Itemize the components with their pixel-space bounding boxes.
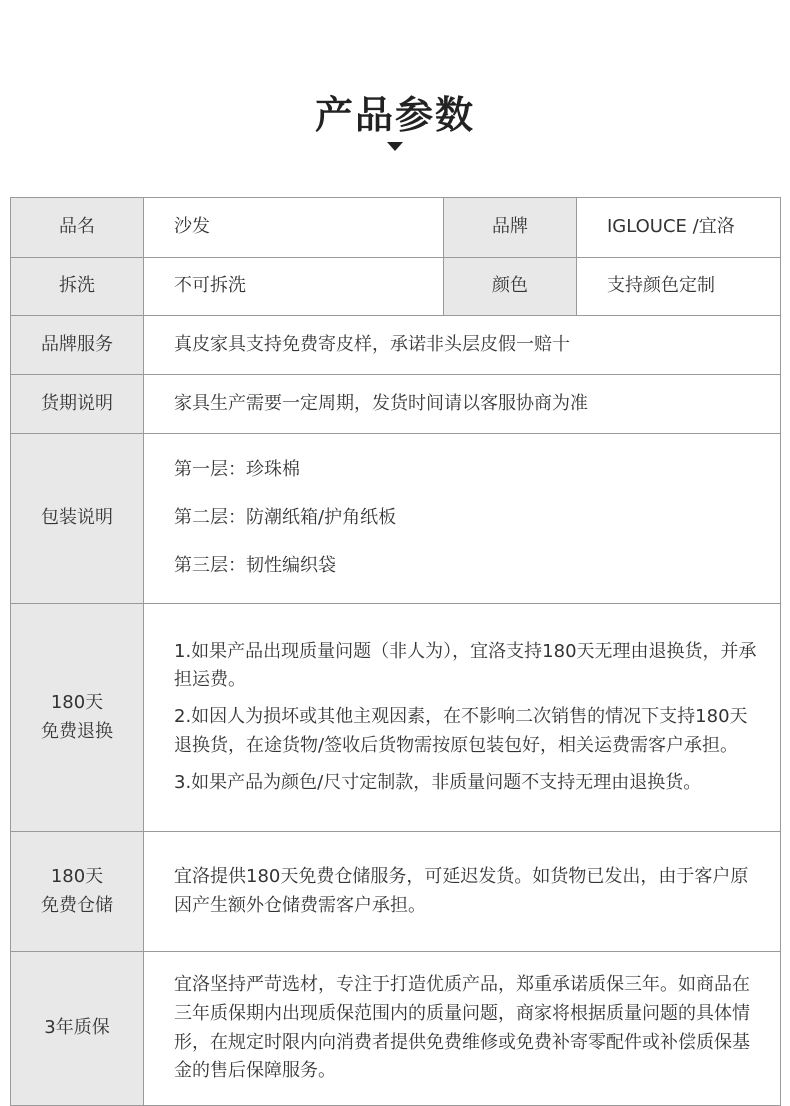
packaging-list — [144, 434, 781, 604]
name-label: 品名 — [11, 198, 144, 258]
return-policy-item: 1.如果产品出现质量问题（非人为），宜洛支持180天无理由退换货，并承担运费。 — [174, 640, 757, 691]
storage-value: 宜洛提供180天免费仓储服务，可延迟发货。如货物已发出，由于客户原因产生额外仓储费需客户承担。 — [144, 832, 781, 952]
delivery-label: 货期说明 — [11, 375, 144, 434]
page-title: 产品参数 — [314, 93, 475, 137]
row-brand-service — [11, 316, 781, 375]
warranty-label: 3年质保 — [11, 952, 144, 1106]
packaging-label: 包装说明 — [11, 434, 144, 604]
wash-value: 不可拆洗 — [144, 258, 444, 316]
name-value: 沙发 — [144, 198, 444, 258]
delivery-value: 家具生产需要一定周期，发货时间请以客服协商为准 — [144, 375, 781, 434]
row-warranty — [11, 952, 781, 1106]
product-params-table — [10, 197, 781, 1106]
row-name-brand — [11, 198, 781, 258]
warranty-value: 宜洛坚持严苛选材，专注于打造优质产品，郑重承诺质保三年。如商品在三年质保期内出现质保范围内的质量问题，商家将根据质量问题的具体情形，在规定时限内向消费者提供免费维修或免费补寄零配件或补偿质保基金的售后保障服务。 — [144, 952, 781, 1106]
return-policy-list — [144, 604, 781, 832]
brand-service-value: 真皮家具支持免费寄皮样，承诺非头层皮假一赔十 — [144, 316, 781, 375]
packaging-line: 第一层：珍珠棉 — [174, 459, 300, 481]
return-policy-item: 3.如果产品为颜色/尺寸定制款，非质量问题不支持无理由退换货。 — [174, 771, 702, 793]
row-return — [11, 604, 781, 832]
chevron-down-icon — [387, 142, 403, 151]
row-delivery — [11, 375, 781, 434]
row-storage — [11, 832, 781, 952]
color-value: 支持颜色定制 — [577, 258, 781, 316]
brand-label: 品牌 — [444, 198, 577, 258]
wash-label: 拆洗 — [11, 258, 144, 316]
row-wash-color — [11, 258, 781, 316]
brand-service-label: 品牌服务 — [11, 316, 144, 375]
packaging-line: 第二层：防潮纸箱/护角纸板 — [174, 507, 397, 529]
return-label: 180天 免费退换 — [11, 604, 144, 832]
brand-value: IGLOUCE /宜洛 — [577, 198, 781, 258]
row-packaging — [11, 434, 781, 604]
color-label: 颜色 — [444, 258, 577, 316]
return-policy-item: 2.如因人为损坏或其他主观因素，在不影响二次销售的情况下支持180天退换货，在途货物/签收后货物需按原包装包好，相关运费需客户承担。 — [174, 706, 748, 756]
storage-label: 180天 免费仓储 — [11, 832, 144, 952]
packaging-line: 第三层：韧性编织袋 — [174, 554, 336, 576]
